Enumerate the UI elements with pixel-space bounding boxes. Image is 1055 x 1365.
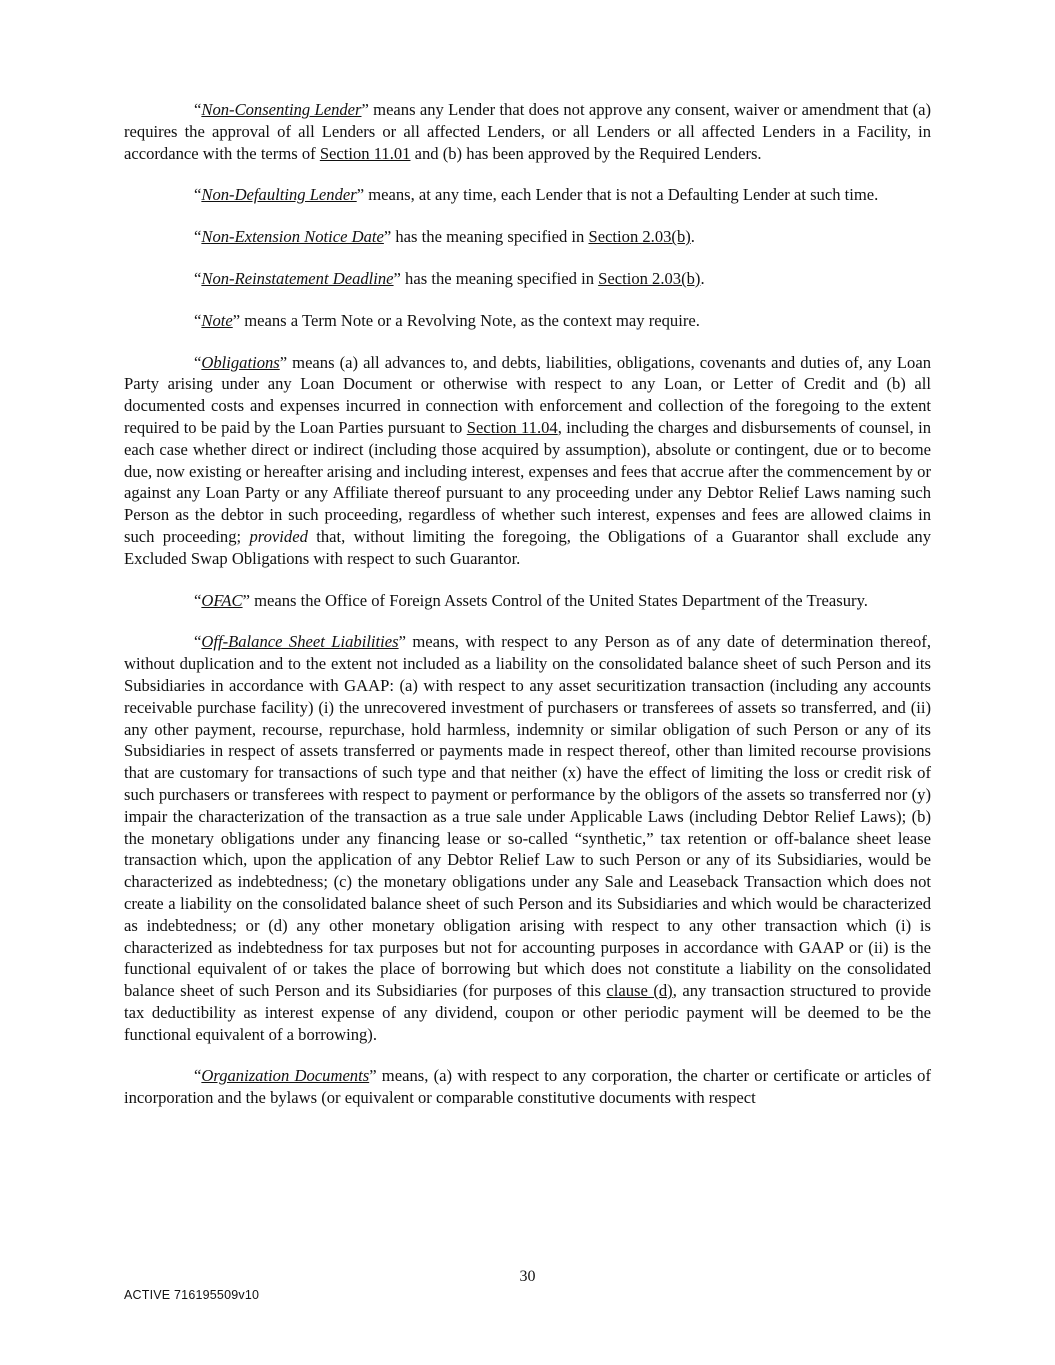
definition-non-extension-notice-date	[124, 226, 931, 248]
definition-text: “	[194, 185, 202, 205]
defined-term: Non-Consenting Lender	[201, 100, 362, 119]
definition-non-defaulting-lender	[124, 184, 931, 206]
defined-term: Off-Balance Sheet Liabilities	[201, 632, 399, 652]
definition-text: ” means the Office of Foreign Assets Control of the United States Department of the Treasury.	[242, 590, 868, 610]
definition-text: “	[194, 100, 202, 119]
definition-text: “	[194, 310, 202, 330]
definition-text: “	[194, 590, 202, 610]
defined-term: Obligations	[201, 352, 280, 372]
definition-text: , including the charges and disbursements of counsel, in each case whether direct or indirect (including those acquired by assumption), absolute or contingent, due or to become due, now existing or hereafter arising and including interest, expenses and fees that accrue after the commencement by or against any Loan Party or any Affiliate thereof pursuant to any proceeding under any Debtor Relief Laws naming such Person as the debtor in such proceeding, regardless of whether such interest, expenses and fees are allowed claims in such proceeding;	[124, 417, 931, 546]
section-reference: Section 2.03(b)	[588, 227, 691, 247]
definition-organization-documents	[124, 1065, 931, 1109]
definition-text: ” means any Lender that does not approve any consent, waiver or amendment that (a) requires the approval of all Lenders or all affected Lenders, or all Lenders or all affected Lenders in a Facility, in accordance with the terms of	[124, 100, 931, 163]
definition-text: ” means (a) all advances to, and debts, liabilities, obligations, covenants and duties of, any Loan Party arising under any Loan Document or otherwise with respect to any Loan, or Letter of Credit and (b) all documented costs and expenses incurred in connection with enforcement and collection of the foregoing to the extent required to be paid by the Loan Parties pursuant to	[124, 352, 931, 437]
definition-text: , any transaction structured to provide tax deductibility as interest expense of any dividend, coupon or other periodic payment will be deemed to be the functional equivalent of a borrowing).	[124, 981, 931, 1044]
definition-text: ” means, with respect to any Person as of any date of determination thereof, without duplication and to the extent not included as a liability on the consolidated balance sheet of such Person and its Subsidiaries in accordance with GAAP: (a) with respect to any asset securitization transaction (including any accounts receivable purchase facility) (i) the unrecovered investment of purchasers or transferees of assets so transferred, and (ii) any other payment, recourse, repurchase, hold harmless, indemnity or similar obligation of such Person or any of its Subsidiaries in respect of assets transferred or payments made in respect thereof, other than limited recourse provisions that are customary for transactions of such type and that neither (x) have the effect of limiting the loss or credit risk of such purchasers or transferees with respect to payment or performance by the obligors of the assets so transferred nor (y) impair the characterization of the transaction as a true sale under Applicable Laws (including Debtor Relief Laws); (b) the monetary obligations under any financing lease or so-called “synthetic,” tax retention or off-balance sheet lease transaction which, upon the application of any Debtor Relief Law to such Person or any of its Subsidiaries, would be characterized as indebtedness; (c) the monetary obligations under any Sale and Leaseback Transaction which does not create a liability on the consolidated balance sheet of such Person and its Subsidiaries and which would be characterized as indebtedness; or (d) any other monetary obligation arising with respect to any other transaction which (i) is characterized as indebtedness for tax purposes but not for accounting purposes in accordance with GAAP or (ii) is the functional equivalent of or takes the place of borrowing but which does not constitute a liability on the consolidated balance sheet of such Person and its Subsidiaries (for purposes of this	[124, 632, 932, 1001]
defined-term: Note	[201, 310, 233, 330]
document-id: ACTIVE 716195509v10	[124, 1288, 260, 1302]
defined-term: Organization Documents	[201, 1066, 370, 1086]
document-body	[124, 99, 931, 1129]
definition-text: that, without limiting the foregoing, the Obligations of a Guarantor shall exclude any Excluded Swap Obligations with respect to such Guarantor.	[124, 526, 931, 568]
defined-term: Non-Defaulting Lender	[201, 185, 357, 205]
definition-off-balance-sheet-liabilities	[124, 631, 931, 1045]
definition-text: ” means a Term Note or a Revolving Note, as the context may require.	[232, 310, 700, 330]
defined-term: Non-Reinstatement Deadline	[201, 268, 394, 288]
definition-text: “	[194, 352, 202, 372]
definition-text: ” means, (a) with respect to any corporation, the charter or certificate or articles of incorporation and the bylaws (or equivalent or comparable constitutive documents with respect	[124, 1066, 931, 1108]
defined-term: Non-Extension Notice Date	[201, 227, 384, 247]
section-reference: Section 11.04	[466, 417, 558, 437]
definition-text: “	[194, 632, 202, 652]
section-reference: clause (d)	[606, 981, 673, 1001]
definition-text: .	[690, 227, 695, 247]
definition-text: ” means, at any time, each Lender that is not a Defaulting Lender at such time.	[356, 185, 879, 205]
definition-text: “	[194, 1066, 202, 1086]
definition-ofac	[124, 590, 931, 612]
section-reference: Section 11.01	[319, 143, 411, 163]
definition-text: ” has the meaning specified in	[383, 227, 589, 247]
section-reference: Section 2.03(b)	[598, 268, 701, 288]
definition-text: and (b) has been approved by the Required Lenders.	[410, 143, 762, 163]
page-number: 30	[519, 1268, 536, 1285]
definition-non-consenting-lender	[124, 99, 931, 164]
definition-text: .	[700, 268, 705, 288]
definition-text: ” has the meaning specified in	[393, 268, 599, 288]
italic-text: provided	[249, 526, 308, 546]
definition-text: “	[194, 227, 202, 247]
definition-note	[124, 310, 931, 332]
definition-obligations	[124, 352, 931, 570]
definition-text: “	[194, 268, 202, 288]
defined-term: OFAC	[201, 590, 243, 610]
definition-non-reinstatement-deadline	[124, 268, 931, 290]
